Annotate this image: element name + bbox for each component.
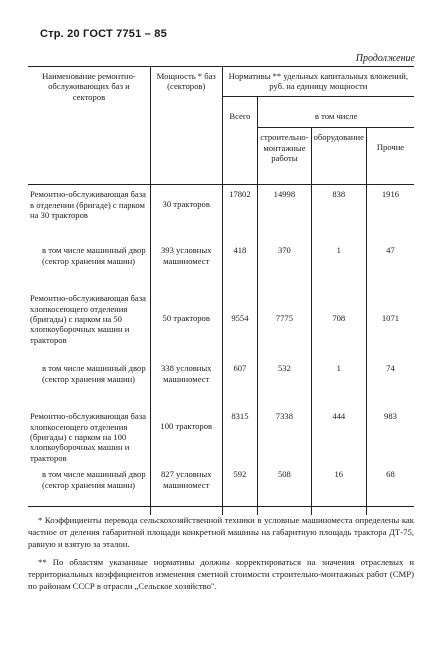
row-construction: 370 <box>258 245 311 293</box>
row-equipment: 708 <box>311 293 366 363</box>
table-row <box>28 189 414 245</box>
row-capacity: 50 тракторов <box>150 293 222 363</box>
header-construction: строительно-монтажные работы <box>258 128 311 185</box>
row-equipment: 444 <box>311 411 366 469</box>
row-capacity: 30 тракторов <box>150 189 222 245</box>
row-equipment: 838 <box>311 189 366 245</box>
table-row <box>28 411 414 469</box>
page-header: Стр. 20 ГОСТ 7751 – 85 <box>40 28 167 40</box>
row-total: 418 <box>222 245 258 293</box>
row-name: Ремонтно-обслуживающая база в отделении (бригаде) с парком на 30 тракторов <box>28 189 150 245</box>
header-total: Всего <box>222 96 258 184</box>
row-total: 8315 <box>222 411 258 469</box>
row-capacity: 338 условных машиномест <box>150 363 222 411</box>
row-construction: 532 <box>258 363 311 411</box>
table-row <box>28 293 414 363</box>
row-construction: 508 <box>258 469 311 515</box>
row-name: Ремонтно-обслуживающая база хлопкосеющего отделения (бригады) с парком на 50 хлопкоуборочных машин и тракторов <box>28 293 150 363</box>
row-equipment: 16 <box>311 469 366 515</box>
footnote-adjustment: ** По областям указанные нормативы должны корректироваться на значения отраслевых и территориальных коэффициентов изменения сметной стоимости строительно-монтажных работ (СМР) по районам СССР в отрасли „Сельское хозяйство". <box>28 557 414 591</box>
row-name: в том числе машинный двор (сектор хранения машин) <box>28 363 150 411</box>
footnotes <box>28 514 414 598</box>
row-construction: 14998 <box>258 189 311 245</box>
table-row <box>28 245 414 293</box>
row-name: в том числе машинный двор (сектор хранения машин) <box>28 245 150 293</box>
row-name: в том числе машинный двор (сектор хранения машин) <box>28 469 150 515</box>
row-other: 983 <box>384 411 397 422</box>
row-construction: 7338 <box>258 411 311 469</box>
row-other: 68 <box>386 469 395 480</box>
row-other: 74 <box>386 363 395 374</box>
row-construction: 7775 <box>258 293 311 363</box>
continuation-label: Продолжение <box>355 53 415 64</box>
row-capacity: 100 тракторов <box>150 411 222 469</box>
row-other: 1916 <box>381 189 400 200</box>
norms-table <box>28 66 414 515</box>
row-equipment: 1 <box>311 363 366 411</box>
row-capacity: 393 условных машиномест <box>150 245 222 293</box>
table-bottom-rule <box>28 506 414 507</box>
footnote-conversion: * Коэффициенты перевода сельскохозяйственной техники в условные машиноместа определены как частное от деления габаритной площади конкретной машины на габаритную площадь трактора ДТ-75, равную и взятую за эталон. <box>28 515 414 549</box>
header-norms: Нормативы ** удельных капитальных вложений, руб. на единицу мощности <box>222 67 414 97</box>
header-capacity: Мощность * баз (секторов) <box>150 67 222 185</box>
row-total: 17802 <box>222 189 258 245</box>
header-incl: в том числе <box>258 96 414 127</box>
row-total: 592 <box>222 469 258 515</box>
header-equipment: оборудование <box>311 128 366 185</box>
row-equipment: 1 <box>311 245 366 293</box>
row-other: 1071 <box>381 313 400 324</box>
table-row <box>28 469 414 515</box>
row-other: 47 <box>386 245 395 256</box>
row-capacity: 827 условных машиномест <box>150 469 222 515</box>
row-total: 9554 <box>222 293 258 363</box>
table-row <box>28 363 414 411</box>
header-name: Наименование ремонтно-обслуживающих баз и секторов <box>28 67 150 185</box>
header-other: Прочие <box>366 128 414 185</box>
row-name: Ремонтно-обслуживающая база хлопкосеющего отделения (бригады) с парком на 100 хлопкоуборочных машин и тракторов <box>28 411 150 469</box>
row-total: 607 <box>222 363 258 411</box>
